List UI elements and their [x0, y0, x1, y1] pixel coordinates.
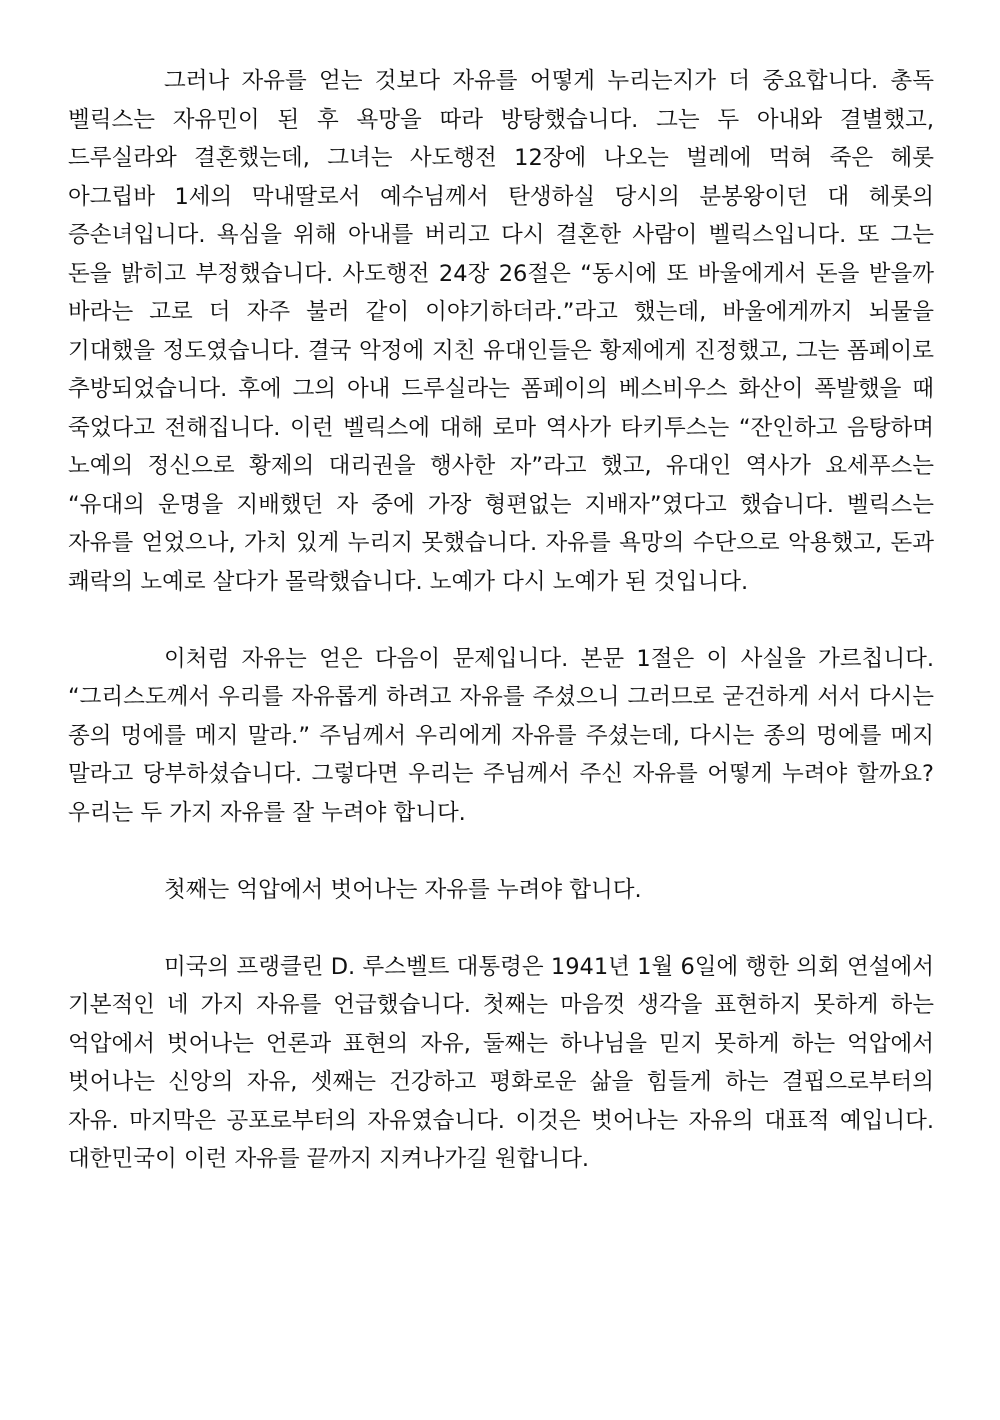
paragraph-gap [68, 832, 934, 871]
document-page [68, 62, 934, 1179]
paragraph-gap [68, 909, 934, 948]
paragraph-gap [68, 601, 934, 640]
paragraph-roosevelt: 미국의 프랭클린 D. 루스벨트 대통령은 1941년 1월 6일에 행한 의회 연설에서 기본적인 네 가지 자유를 언급했습니다. 첫째는 마음껏 생각을 표현하지 못하게 하는 억압에서 벗어나는 언론과 표현의 자유, 둘째는 하나님을 믿지 못하게 하는 억압에서 벗어나는 신앙의 자유, 셋째는 건강하고 평화로운 삶을 힘들게 하는 결핍으로부터의 자유. 마지막은 공포로부터의 자유였습니다. 이것은 벗어나는 자유의 대표적 예입니다. 대한민국이 이런 자유를 끝까지 지켜나가길 원합니다. [68, 953, 934, 1172]
paragraph-freedom-after: 이처럼 자유는 얻은 다음이 문제입니다. 본문 1절은 이 사실을 가르칩니다. “그리스도께서 우리를 자유롭게 하려고 자유를 주셨으니 그러므로 굳건하게 서서 다시는 종의 멍에를 메지 말라.” 주님께서 우리에게 자유를 주셨는데, 다시는 종의 멍에를 메지 말라고 당부하셨습니다. 그렇다면 우리는 주님께서 주신 자유를 어떻게 누려야 할까요? 우리는 두 가지 자유를 잘 누려야 합니다. [68, 645, 934, 826]
paragraph-felix-freedom: 그러나 자유를 얻는 것보다 자유를 어떻게 누리는지가 더 중요합니다. 총독 벨릭스는 자유민이 된 후 욕망을 따라 방탕했습니다. 그는 두 아내와 결별했고, 드루실라와 결혼했는데, 그녀는 사도행전 12장에 나오는 벌레에 먹혀 죽은 헤롯 아그립바 1세의 막내딸로서 예수님께서 탄생하실 당시의 분봉왕이던 대 헤롯의 증손녀입니다. 욕심을 위해 아내를 버리고 다시 결혼한 사람이 벨릭스입니다. 또 그는 돈을 밝히고 부정했습니다. 사도행전 24장 26절은 “동시에 또 바울에게서 돈을 받을까 바라는 고로 더 자주 불러 같이 이야기하더라.”라고 했는데, 바울에게까지 뇌물을 기대했을 정도였습니다. 결국 악정에 지친 유대인들은 황제에게 진정했고, 그는 폼페이로 추방되었습니다. 후에 그의 아내 드루실라는 폼페이의 베스비우스 화산이 폭발했을 때 죽었다고 전해집니다. 이런 벨릭스에 대해 로마 역사가 타키투스는 “잔인하고 음탕하며 노예의 정신으로 황제의 대리권을 행사한 자”라고 했고, 유대인 역사가 요세푸스는 “유대의 운명을 지배했던 자 중에 가장 형편없는 지배자”였다고 했습니다. 벨릭스는 자유를 얻었으나, 가치 있게 누리지 못했습니다. 자유를 욕망의 수단으로 악용했고, 돈과 쾌락의 노예로 살다가 몰락했습니다. 노예가 다시 노예가 된 것입니다. [68, 68, 934, 595]
paragraph-first-point: 첫째는 억압에서 벗어나는 자유를 누려야 합니다. [164, 876, 642, 903]
